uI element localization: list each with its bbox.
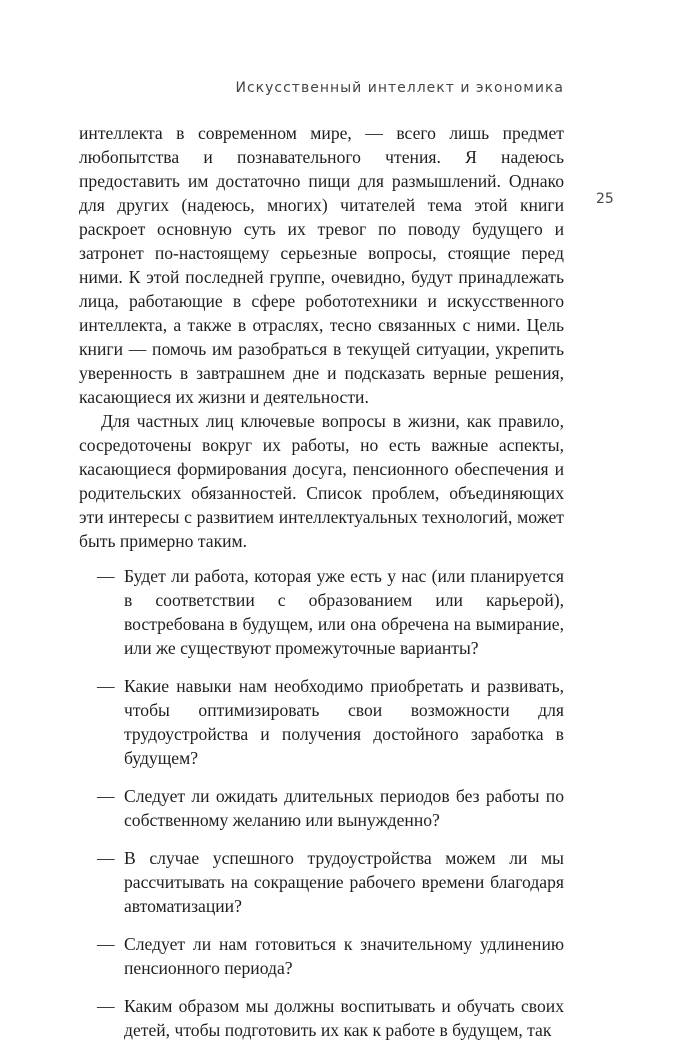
list-item	[97, 932, 564, 980]
running-header: Искусственный интеллект и экономика	[235, 80, 564, 96]
list-item-text: В случае успешного трудоустройства можем ли мы рассчитывать на сокращение рабочего времени благодаря автоматизации?	[124, 848, 564, 916]
dash-marker: —	[97, 996, 115, 1016]
list-item	[97, 674, 564, 770]
dash-marker: —	[97, 676, 115, 696]
paragraph: интеллекта в современном мире, — всего лишь предмет любопытства и познавательного чтения. Я надеюсь предоставить им достаточно пищи для размышлений. Однако для других (надеюсь, многих) читателей тема этой книги раскроет основную суть их тревог по поводу будущего и затронет по-настоящему серьезные вопросы, стоящие перед ними. К этой последней группе, очевидно, будут принадлежать лица, работающие в сфере робототехники и искусственного интеллекта, а также в отраслях, тесно связанных с ними. Цель книги — помочь им разобраться в текущей ситуации, укрепить уверенность в завтрашнем дне и подсказать верные решения, касающиеся их жизни и деятельности.	[79, 123, 564, 407]
list-item	[97, 846, 564, 918]
list-item-text: Каким образом мы должны воспитывать и обучать своих детей, чтобы подготовить их как к работе в будущем, так	[124, 996, 564, 1040]
list-item-text: Следует ли ожидать длительных периодов без работы по собственному желанию или вынужденно?	[124, 786, 564, 830]
list-item-text: Следует ли нам готовиться к значительному удлинению пенсионного периода?	[124, 934, 564, 978]
body-text	[79, 121, 564, 1056]
dash-marker: —	[97, 848, 115, 868]
list-item	[97, 994, 564, 1042]
question-list	[79, 564, 564, 1042]
list-item-text: Будет ли работа, которая уже есть у нас (или планируется в соответствии с образованием или карьерой), востребована в будущем, или она обречена на вымирание, или же существуют промежуточные варианты?	[124, 566, 564, 658]
page-number: 25	[596, 191, 614, 207]
list-item	[97, 564, 564, 660]
list-item	[97, 784, 564, 832]
paragraph: Для частных лиц ключевые вопросы в жизни, как правило, сосредоточены вокруг их работы, но есть важные аспекты, касающиеся формирования досуга, пенсионного обеспечения и родительских обязанностей. Список проблем, объединяющих эти интересы с развитием интеллектуальных технологий, может быть примерно таким.	[79, 411, 564, 551]
dash-marker: —	[97, 566, 115, 586]
dash-marker: —	[97, 786, 115, 806]
list-item-text: Какие навыки нам необходимо приобретать и развивать, чтобы оптимизировать свои возможности для трудоустройства и получения достойного заработка в будущем?	[124, 676, 564, 768]
dash-marker: —	[97, 934, 115, 954]
